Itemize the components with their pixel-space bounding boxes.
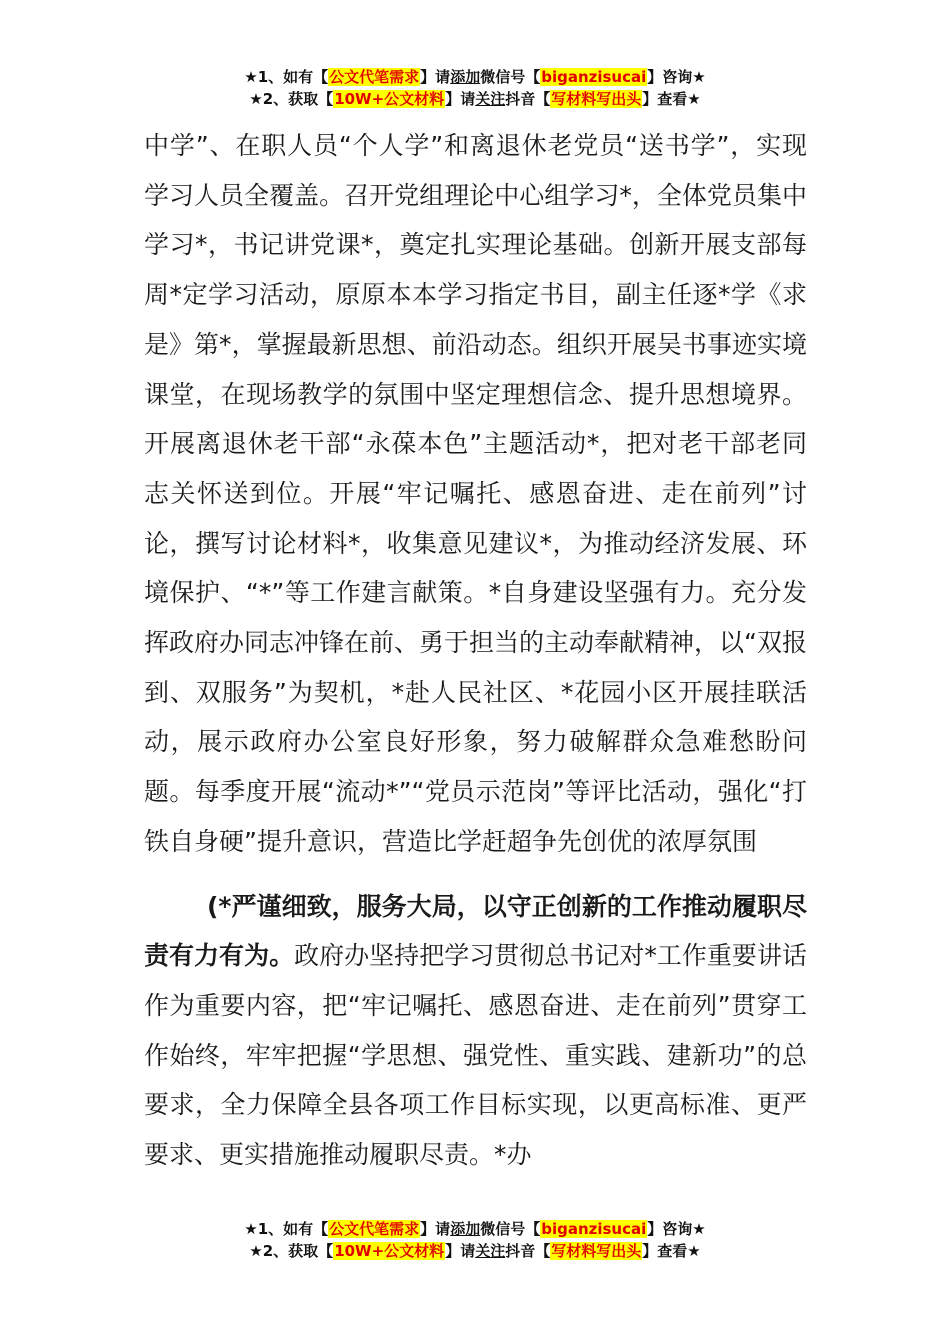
banner-text: 】请 — [445, 90, 476, 108]
highlight-douyin: 写材料写出头 — [551, 90, 642, 108]
banner-text: 】请 — [420, 1220, 451, 1238]
banner-line-2 — [0, 88, 950, 110]
banner-text: 】查看★ — [642, 90, 701, 108]
highlight-wechat-id: biganzisucai — [541, 68, 647, 86]
paragraph-2-text: 政府办坚持把学习贯彻总书记对*工作重要讲话作为重要内容，把“牢记嘱托、感恩奋进、走在前列”贯穿工作始终，牢牢把握“学思想、强党性、重实践、建新功”的总要求，全力保障全县各项工作目标实现，以更高标准、更严要求、更实措施推动履职尽责。*办 — [144, 941, 807, 1170]
paragraph-1: 中学”、在职人员“个人学”和离退休老党员“送书学”，实现学习人员全覆盖。召开党组理论中心组学习*，全体党员集中学习*，书记讲党课*，奠定扎实理论基础。创新开展支部每周*定学习活动，原原本本学习指定书目，副主任逐*学《求是》第*，掌握最新思想、前沿动态。组织开展吴书事迹实境课堂，在现场教学的氛围中坚定理想信念、提升思想境界。开展离退休老干部“永葆本色”主题活动*，把对老干部老同志关怀送到位。开展“牢记嘱托、感恩奋进、走在前列”讨论，撰写讨论材料*，收集意见建议*，为推动经济发展、环境保护、“*”等工作建言献策。*自身建设坚强有力。充分发挥政府办同志冲锋在前、勇于担当的主动奉献精神，以“双报到、双服务”为契机，*赴人民社区、*花园小区开展挂联活动，展示政府办公室良好形象，努力破解群众急难愁盼问题。每季度开展“流动*”“党员示范岗”等评比活动，强化“打铁自身硬”提升意识，营造比学赶超争先创优的浓厚氛围 — [144, 131, 807, 856]
banner-text: 微信号【 — [480, 68, 541, 86]
document-body — [144, 121, 807, 1180]
banner-text: 】查看★ — [642, 1242, 701, 1260]
section-heading: (*严谨细致，服务大局，以守正创新的工作推动履职尽责有力有为。 — [144, 891, 807, 971]
highlight-service: 公文代笔需求 — [329, 68, 420, 86]
banner-text: ★1、如有【 — [244, 1220, 329, 1238]
banner-line-1 — [0, 66, 950, 88]
header-banner — [0, 66, 950, 110]
banner-text: 】请 — [445, 1242, 476, 1260]
banner-underline: 关注 — [475, 1242, 506, 1260]
highlight-service: 公文代笔需求 — [329, 1220, 420, 1238]
banner-text: ★2、获取【 — [249, 1242, 334, 1260]
banner-text: ★1、如有【 — [244, 68, 329, 86]
banner-underline: 关注 — [475, 90, 506, 108]
paragraph-2 — [144, 882, 807, 1180]
banner-underline: 添加 — [450, 68, 481, 86]
banner-text: 】咨询★ — [647, 1220, 706, 1238]
highlight-wechat-id: biganzisucai — [541, 1220, 647, 1238]
highlight-materials: 10W+公文材料 — [334, 90, 445, 108]
footer-banner — [0, 1218, 950, 1262]
banner-line-1 — [0, 1218, 950, 1240]
banner-text: 】请 — [420, 68, 451, 86]
highlight-materials: 10W+公文材料 — [334, 1242, 445, 1260]
banner-text: 】咨询★ — [647, 68, 706, 86]
banner-text: 微信号【 — [480, 1220, 541, 1238]
banner-underline: 添加 — [450, 1220, 481, 1238]
highlight-douyin: 写材料写出头 — [551, 1242, 642, 1260]
banner-line-2 — [0, 1240, 950, 1262]
banner-text: ★2、获取【 — [249, 90, 334, 108]
banner-text: 抖音【 — [505, 1242, 551, 1260]
banner-text: 抖音【 — [505, 90, 551, 108]
